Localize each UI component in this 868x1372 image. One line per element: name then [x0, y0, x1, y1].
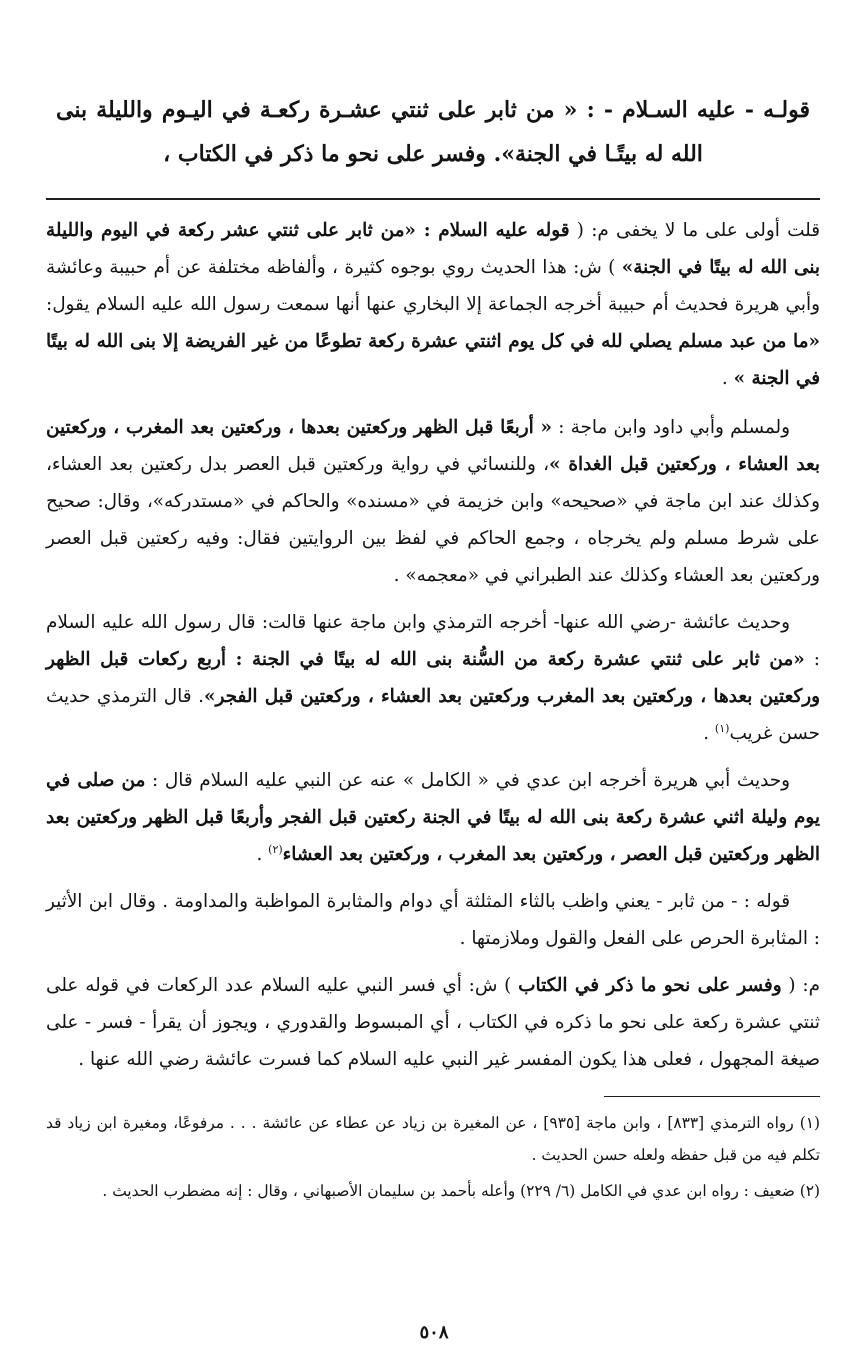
- commentary-text: ، وللنسائي في رواية وركعتين قبل العصر بدل ركعتين بعد العشاء، وكذلك عند ابن ماجة في «صحيحه» وابن خزيمة في «مسنده» والحاكم في «مستدركه»، وقال: صحيح على شرط مسلم ولم يخرجاه ، وجمع الحاكم في لفظ بين الروايتين فقال: وفيه ركعتين قبل العصر وركعتين بعد العشاء وكذلك عند الطبراني في «معجمه» .: [46, 454, 820, 586]
- footnote: (٢) ضعيف : رواه ابن عدي في الكامل (٦/ ٢٢٩) وأعله بأحمد بن سليمان الأصبهاني ، وقال : إنه مضطرب الحديث .: [102, 1182, 820, 1200]
- footnotes: [46, 1107, 820, 1207]
- commentary-paragraph: [46, 212, 820, 397]
- commentary-text: .: [703, 723, 715, 744]
- hadith-text: «من ثابر على ثنتي عشرة ركعة من السُّنة بنى الله له بيتًا في الجنة : أربع ركعات قبل الظهر وركعتين بعدها ، وركعتين بعد المغرب وركعتين بعد العشاء ، وركعتين قبل الفجر»: [46, 649, 820, 707]
- footnote-marker: (٢): [268, 842, 283, 856]
- commentary-text: . قال الترمذي حديث حسن غريب: [46, 686, 820, 744]
- commentary-text: ) ش: هذا الحديث روي بوجوه كثيرة ، وألفاظه مختلفة عن أم حبيبة وعائشة وأبي هريرة فحديث أم حبيبة أخرجه الجماعة إلا البخاري عنها أنها سمعت رسول الله عليه السلام يقول:: [46, 257, 820, 315]
- commentary-text: قلت أولى على ما لا يخفى م: (: [569, 220, 821, 241]
- commentary-text: قوله : - من ثابر - يعني واظب بالثاء المثلثة أي دوام والمثابرة المواظبة والمداومة . وقال ابن الأثير : المثابرة الحرص على الفعل والقول وملازمتها .: [46, 891, 820, 949]
- footnote-marker: (١): [714, 721, 730, 735]
- commentary-text: ) ش: أي فسر النبي عليه السلام عدد الركعات في قوله على ثنتي عشرة ركعة على نحو ما ذكره في الكتاب ، أي المبسوط والقدوري ، ويجوز أن يقرأ - فسر - على صيغة المجهول ، فعلى هذا يكون المفسر غير النبي عليه السلام كما فسرت عائشة رضي الله عنها .: [46, 975, 820, 1070]
- footnote: (١) رواه الترمذي [٨٣٣] ، وابن ماجة [٩٣٥] ، عن المغيرة بن زياد عن عطاء عن عائشة . . . مرفوعًا، ومغيرة ابن زياد قد تكلم فيه من قبل حفظه ولعله حسن الحديث .: [46, 1114, 820, 1164]
- hadith-text: « أربعًا قبل الظهر وركعتين بعدها ، وركعتين بعد المغرب ، وركعتين بعد العشاء ، وركعتين قبل الغداة »: [46, 417, 820, 475]
- hadith-text: وفسر على نحو ما ذكر في الكتاب: [518, 975, 782, 996]
- commentary-text: وحديث أبي هريرة أخرجه ابن عدي في « الكامل » عنه عن النبي عليه السلام قال :: [145, 770, 791, 791]
- commentary-text: وحديث عائشة -رضي الله عنها- أخرجه الترمذي وابن ماجة عنها قالت: قال رسول الله عليه السلام :: [46, 612, 821, 670]
- commentary-text: .: [256, 844, 269, 865]
- commentary-paragraph: [46, 604, 820, 752]
- page-number: ٥٠٨: [419, 1322, 449, 1343]
- header-divider: [46, 198, 820, 200]
- hadith-text: قوله عليه السلام : «من ثابر على ثنتي عشر ركعة في اليوم والليلة بنى الله له بيتًا في الجنة»: [46, 220, 820, 278]
- hadith-text: من صلى في يوم وليلة اثني عشرة ركعة بنى الله له بيتًا في الجنة ركعتين قبل الفجر وأربعًا قبل الظهر وركعتين بعد الظهر وركعتين قبل العصر ، وركعتين بعد المغرب ، وركعتين بعد العشاء: [46, 770, 820, 865]
- commentary-paragraph: [46, 967, 820, 1078]
- commentary-text: .: [721, 368, 734, 389]
- commentary-text: ولمسلم وأبي داود وابن ماجة :: [551, 417, 790, 438]
- commentary-text: م: (: [781, 975, 820, 996]
- matn-header-text: قولـه - عليه السـلام - : « من ثابر على ثنتي عشـرة ركعـة في اليـوم والليلة بنى الله له بيتًـا في الجنة». وفسر على نحو ما ذكر في الكتاب ،: [56, 97, 810, 167]
- commentary-paragraph: [46, 883, 820, 957]
- commentary-paragraph: [46, 762, 820, 873]
- commentary-paragraph: [46, 409, 820, 594]
- footnote-divider: [604, 1096, 820, 1097]
- commentary-body: [46, 212, 820, 1078]
- hadith-text: «ما من عبد مسلم يصلي لله في كل يوم اثنتي عشرة ركعة تطوعًا من غير الفريضة إلا بنى الله له بيتًا في الجنة »: [46, 331, 820, 389]
